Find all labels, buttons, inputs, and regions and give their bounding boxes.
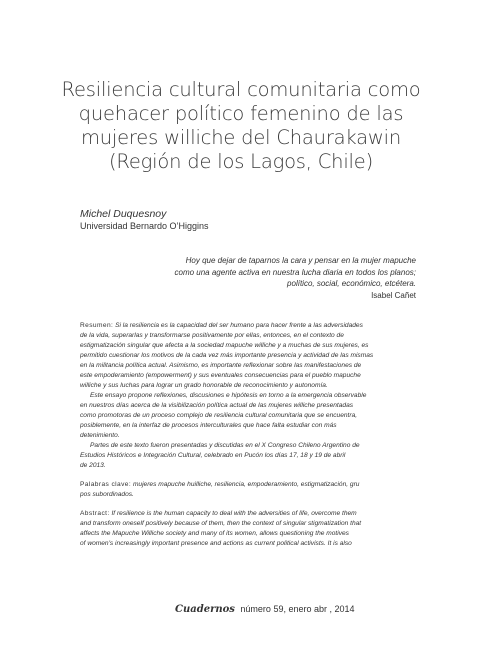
article-title <box>60 78 422 174</box>
article-body <box>80 321 408 549</box>
resumen-line: Estudios Históricos e Integración Cultural, celebrado en Pucón los días 17, 18 y 19 de abril <box>80 452 346 459</box>
abstract-line: of women’s increasingly important presence and actions as current political activists. It is also <box>80 540 352 547</box>
resumen-line: este empoderamiento (empowerment) y sus eventuales consecuencias para el pueblo mapuche <box>80 372 361 379</box>
journal-logo: Cuadernos <box>175 604 235 615</box>
resumen-line: de la vida, superarlas y transformarse positivamente por ellas, entonces, en el contexto de <box>80 332 344 339</box>
resumen-line: Partes de este texto fueron presentadas y discutidas en el X Congreso Chileno Argentino de <box>90 442 360 449</box>
title-line: quehacer político femenino de las <box>78 102 404 125</box>
abstract-line: and transform oneself positively because of them, then the context of singular stigmatization that <box>80 520 362 527</box>
epigraph-line: político, social, económico, etcétera. <box>287 279 416 288</box>
resumen-line <box>80 321 408 331</box>
resumen-line: en la militancia política actual. Asimismo, es importante reflexionar sobre las manifestaciones de <box>80 362 362 369</box>
resumen-line: posiblemente, en la interfaz de procesos interculturales que hace falta estudiar con más <box>80 422 337 429</box>
palabras-text: mujeres mapuche huilliche, resiliencia, empoderamiento, estigmatización, gru <box>132 481 360 488</box>
section-gap <box>80 471 408 480</box>
resumen-line: Este ensayo propone reflexiones, discusiones e hipótesis en torno a la emergencia observable <box>90 392 367 399</box>
abstract-heading: Abstract: <box>80 510 110 517</box>
resumen-text: Si la resiliencia es la capacidad del ser humano para hacer frente a las adversidades <box>115 322 363 329</box>
resumen-line: como promotoras de un proceso complejo de resiliencia cultural comunitaria que se encuentra, <box>80 412 358 419</box>
epigraph-line: como una agente activa en nuestra lucha diaria en todos los planos; <box>174 267 416 277</box>
author-affiliation: Universidad Bernardo O’Higgins <box>80 221 209 231</box>
palabras-heading: Palabras clave: <box>80 481 132 488</box>
section-gap <box>80 500 408 509</box>
title-line: Resiliencia cultural comunitaria como <box>61 78 421 101</box>
resumen-line: detenimiento. <box>80 432 120 439</box>
resumen-line: estigmatización singular que afecta a la sociedad mapuche williche y a muchas de sus mujeres, es <box>80 342 369 349</box>
palabras-line <box>80 480 408 490</box>
epigraph-attribution: Isabel Cañet <box>371 290 416 300</box>
resumen-line: williche y sus luchas para lograr un grado honorable de reconocimiento y autonomía. <box>80 382 328 389</box>
resumen-line: de 2013. <box>80 462 106 469</box>
page-footer <box>175 604 355 615</box>
title-line: mujeres williche del Chaurakawin <box>80 126 402 149</box>
resumen-line: permitido cuestionar los motivos de la cada vez más importante presencia y actividad de las mismas <box>80 352 374 359</box>
issue-info: número 59, enero abr , 2014 <box>240 604 355 614</box>
resumen-line: en nuestros días acerca de la visibilización política actual de las mujeres williche presentadas <box>80 402 354 409</box>
abstract-line <box>80 509 408 519</box>
title-line: (Región de los Lagos, Chile) <box>109 150 373 173</box>
epigraph <box>116 255 416 301</box>
palabras-line: pos subordinados. <box>80 491 134 498</box>
author-name: Michel Duquesnoy <box>80 208 167 220</box>
epigraph-line: Hoy que dejar de taparnos la cara y pensar en la mujer mapuche <box>185 256 416 265</box>
abstract-line: affects the Mapuche Williche society and many of its women, allows questioning the motives <box>80 530 349 537</box>
resumen-heading: Resumen: <box>80 322 114 329</box>
abstract-text: If resilience is the human capacity to deal with the adversities of life, overcome them <box>111 510 357 517</box>
